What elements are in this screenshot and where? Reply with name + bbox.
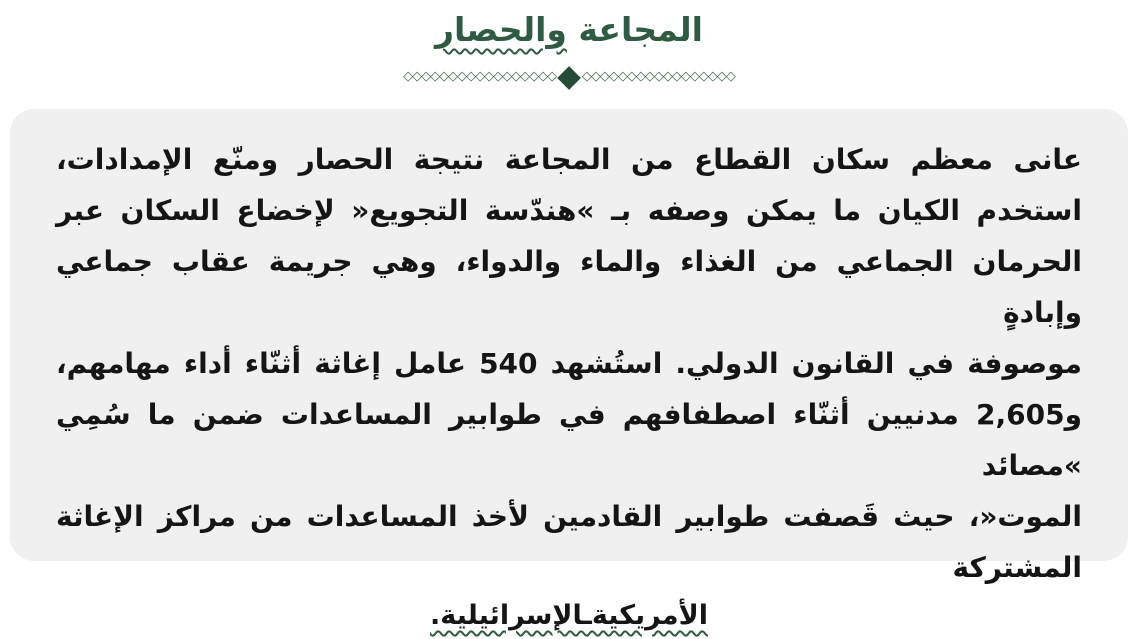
- content-card: [10, 109, 1128, 631]
- page-title: [0, 6, 1138, 54]
- diamond-chain-left-icon: ◇◇◇◇◇◇◇◇◇◇◇◇◇◇◇◇◇: [403, 68, 557, 84]
- page-title-part2-underlined: والحصار: [435, 10, 567, 49]
- body-paragraph: عانى معظم سكان القطاع من المجاعة نتيجة الحصار ومنّع الإمدادات، استخدم الكيان ما يمكن وصفه بـ »هندّسة التجويع« لإخضاع السكان عبر الحرمان الجماعي من الغذاء والماء والدواء، وهي جريمة عقاب جماعي وإبادةٍ موصوفة في القانون الدولي. استُشهد 540 عامل إغاثة أثنّاء أداء مهامهم، و2,605 مدنيين أثنّاء اصطفافهم في طوابير المساعدات ضمن ما سُمِي »مصائد الموت«، حيث قَصفت طوابير القادمين لأخذ المساعدات من مراكز الإغاثة المشتركة: [56, 142, 1083, 584]
- joint-centers-underlined-label: الأمريكيةـالإسرائيلية.: [429, 599, 708, 631]
- diamond-icon: ◆: [557, 57, 581, 94]
- page-title-part1: المجاعة: [578, 10, 703, 49]
- diamond-chain-right-icon: ◇◇◇◇◇◇◇◇◇◇◇◇◇◇◇◇◇: [581, 68, 735, 84]
- page-header: [0, 0, 1138, 92]
- ornamental-divider: [0, 57, 1138, 94]
